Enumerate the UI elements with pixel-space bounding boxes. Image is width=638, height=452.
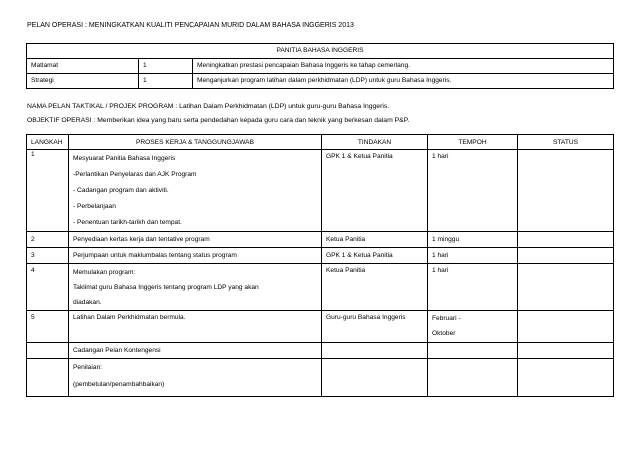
process-line: Penilaian: [73,364,102,371]
status-cell [518,248,614,264]
table-row [27,248,614,264]
step-number: 4 [27,264,69,311]
process-cell: Latihan Dalam Perkhidmatan bermula. [69,311,322,343]
process-line: - Cadangan program dan aktiviti. [73,187,169,194]
step-number: 5 [27,311,69,343]
duration-line: Februari - [432,315,461,322]
action-cell [322,359,428,397]
duration-cell: 1 minggu [428,232,518,248]
summary-table [26,43,614,89]
duration-cell: 1 hari [428,150,518,232]
header-tindakan: TINDAKAN [322,135,428,150]
action-cell: Ketua Panitia [322,232,428,248]
table-row [27,311,614,343]
action-cell [322,343,428,359]
table-row [27,232,614,248]
step-number: 1 [27,150,69,232]
process-cell: Penyediaan kertas kerja dan tentative program [69,232,322,248]
row-label: Matlamat [27,59,139,74]
header-status: STATUS [518,135,614,150]
process-cell [69,150,322,232]
process-line: Mesyuarat Panitia Bahasa Inggeris [73,155,176,162]
process-line: - Perbelanjaan [73,203,116,210]
status-cell [518,311,614,343]
steps-header-row [27,135,614,150]
duration-cell [428,359,518,397]
step-number: 3 [27,248,69,264]
duration-cell [428,311,518,343]
document-title: PELAN OPERASI : MENINGKATKAN KUALITI PENCAPAIAN MURID DALAM BAHASA INGGERIS 2013 [27,22,354,29]
status-cell [518,232,614,248]
row-text: Meningkatkan prestasi pencapaian Bahasa Inggeris ke tahap cemerlang. [193,59,614,74]
tactical-plan-name: NAMA PELAN TAKTIKAL / PROJEK PROGRAM : Latihan Dalam Perkhidmatan (LDP) untuk guru-guru Bahasa Inggeris. [27,103,390,110]
process-line: -Perlantikan Penyelaras dan AJK Program [73,171,197,178]
process-line: Taklimat guru Bahasa Inggeris tentang program LDP yang akan [73,284,259,291]
row-label: Strategi [27,74,139,89]
action-cell: Ketua Panitia [322,264,428,311]
operational-objective: OBJEKTIF OPERASI : Memberikan idea yang baru serta pendedahan kepada guru cara dan teknik yang berkesan dalam P&P. [27,117,410,124]
summary-row-matlamat [27,59,614,74]
status-cell [518,150,614,232]
summary-row-strategi [27,74,614,89]
status-cell [518,343,614,359]
duration-line: Oktober [432,330,456,337]
steps-table [26,134,614,397]
action-cell: Guru-guru Bahasa Inggeris [322,311,428,343]
process-cell: Perjumpaan untuk maklumbalas tentang status program [69,248,322,264]
row-number: 1 [139,59,193,74]
status-cell [518,359,614,397]
process-line: diadakan. [73,299,102,306]
duration-cell: 1 hari [428,264,518,311]
table-row [27,150,614,232]
process-cell: Cadangan Pelan Kontengensi [69,343,322,359]
table-row [27,343,614,359]
step-number [27,359,69,397]
header-proses: PROSES KERJA & TANGGUNGJAWAB [69,135,322,150]
row-text: Menganjurkan program latihan dalam perkhidmatan (LDP) untuk guru Bahasa Inggeris. [193,74,614,89]
table-row [27,359,614,397]
action-cell: GPK 1 & Ketua Panitia [322,150,428,232]
summary-header-row [27,44,614,59]
step-number [27,343,69,359]
process-line: (pembetulan/penambahbaikan) [73,381,165,388]
process-line: - Penentuan tarikh-tarikh dan tempat. [73,219,182,226]
header-langkah: LANGKAH [27,135,69,150]
duration-cell [428,343,518,359]
action-cell: GPK 1 & Ketua Panitia [322,248,428,264]
header-tempoh: TEMPOH [428,135,518,150]
status-cell [518,264,614,311]
duration-cell: 1 hari [428,248,518,264]
process-cell [69,359,322,397]
step-number: 2 [27,232,69,248]
process-cell [69,264,322,311]
row-number: 1 [139,74,193,89]
panel-name: PANITIA BAHASA INGGERIS [27,44,614,59]
table-row [27,264,614,311]
process-line: Memulakan program: [73,269,136,276]
